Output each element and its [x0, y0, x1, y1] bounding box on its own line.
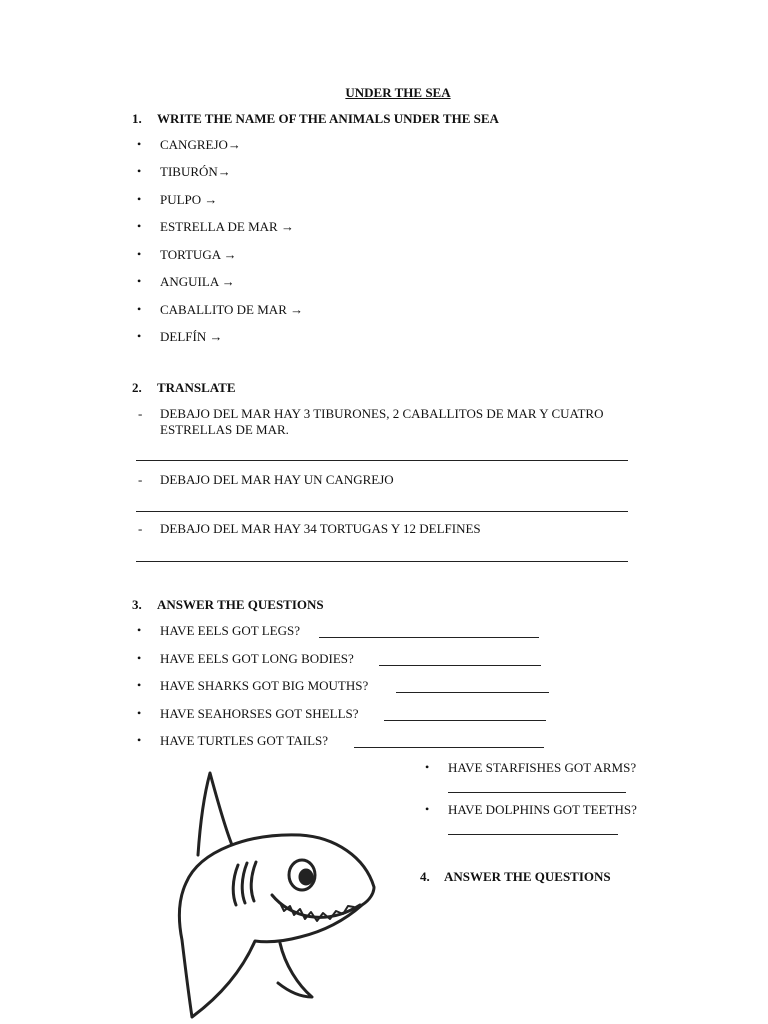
bullet-dot: • [137, 247, 142, 261]
translate-sentence: DEBAJO DEL MAR HAY 34 TORTUGAS Y 12 DELFINES [160, 521, 481, 536]
bullet-dot: • [137, 678, 142, 692]
bullet-dot: • [137, 733, 142, 747]
answer-line[interactable] [384, 720, 546, 721]
question-text: HAVE STARFISHES GOT ARMS? [448, 760, 637, 775]
question-text: HAVE EELS GOT LEGS? [160, 623, 300, 638]
list-item: TORTUGA → [160, 247, 237, 262]
bullet-dot: • [425, 802, 430, 816]
list-item: CANGREJO→ [160, 137, 241, 152]
section2-heading: TRANSLATE [157, 380, 236, 395]
bullet-dot: • [137, 219, 142, 233]
answer-line[interactable] [354, 747, 544, 748]
bullet-dot: • [137, 137, 142, 151]
translate-sentence: DEBAJO DEL MAR HAY 3 TIBURONES, 2 CABALLITOS DE MAR Y CUATRO [160, 406, 604, 421]
bullet-dot: • [137, 302, 142, 316]
translate-sentence-continued: ESTRELLAS DE MAR. [160, 422, 289, 437]
question-text: HAVE SHARKS GOT BIG MOUTHS? [160, 678, 369, 693]
bullet-dot: • [137, 651, 142, 665]
answer-line[interactable] [136, 511, 628, 512]
answer-line[interactable] [448, 834, 618, 835]
section2-number: 2. [132, 380, 142, 395]
bullet-dot: • [425, 760, 430, 774]
answer-line[interactable] [396, 692, 549, 693]
section1-number: 1. [132, 111, 142, 126]
answer-line[interactable] [448, 792, 626, 793]
dash-marker: - [138, 406, 143, 421]
shark-illustration [160, 765, 400, 1020]
bullet-dot: • [137, 192, 142, 206]
question-text: HAVE EELS GOT LONG BODIES? [160, 651, 354, 666]
list-item: CABALLITO DE MAR → [160, 302, 304, 317]
translate-sentence: DEBAJO DEL MAR HAY UN CANGREJO [160, 472, 394, 487]
answer-line[interactable] [136, 561, 628, 562]
answer-line[interactable] [319, 637, 539, 638]
dash-marker: - [138, 472, 143, 487]
list-item: DELFÍN → [160, 329, 223, 344]
section3-heading: ANSWER THE QUESTIONS [157, 597, 324, 612]
question-text: HAVE SEAHORSES GOT SHELLS? [160, 706, 359, 721]
answer-line[interactable] [136, 460, 628, 461]
list-item: PULPO → [160, 192, 218, 207]
dash-marker: - [138, 521, 143, 536]
bullet-dot: • [137, 274, 142, 288]
bullet-dot: • [137, 329, 142, 343]
list-item: ANGUILA → [160, 274, 235, 289]
section1-heading: WRITE THE NAME OF THE ANIMALS UNDER THE SEA [157, 111, 499, 126]
question-text: HAVE DOLPHINS GOT TEETHS? [448, 802, 637, 817]
answer-line[interactable] [379, 665, 541, 666]
page-title: UNDER THE SEA [345, 85, 451, 100]
question-text: HAVE TURTLES GOT TAILS? [160, 733, 329, 748]
list-item: ESTRELLA DE MAR → [160, 219, 294, 234]
section4-number: 4. [420, 869, 430, 884]
bullet-dot: • [137, 164, 142, 178]
section3-number: 3. [132, 597, 142, 612]
list-item: TIBURÓN→ [160, 164, 231, 179]
bullet-dot: • [137, 706, 142, 720]
bullet-dot: • [137, 623, 142, 637]
section4-heading: ANSWER THE QUESTIONS [444, 869, 611, 884]
